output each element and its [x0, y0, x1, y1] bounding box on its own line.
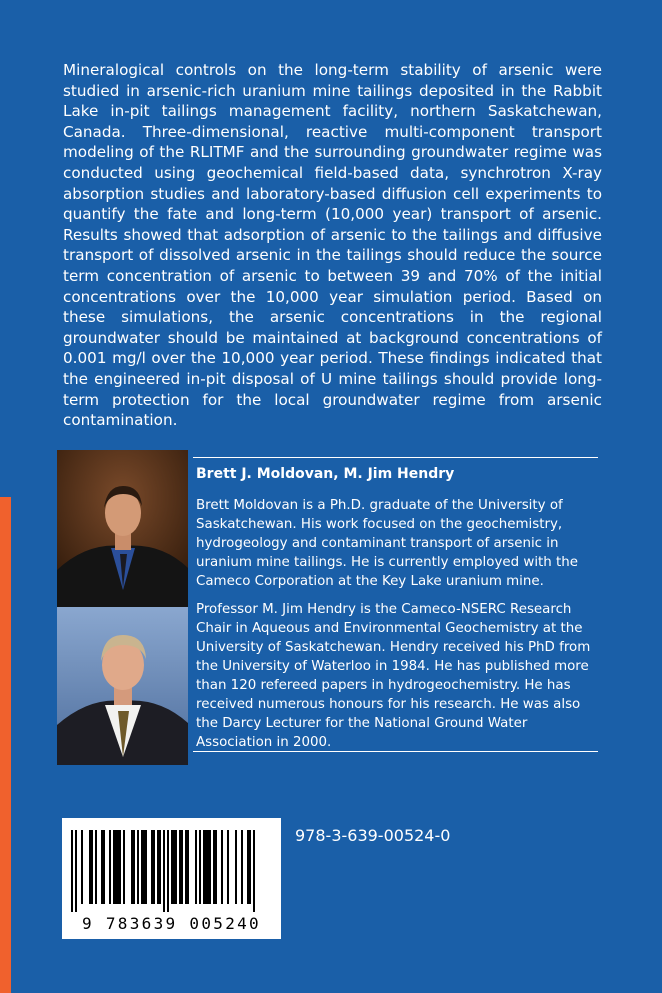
- divider-bottom: [193, 751, 598, 752]
- bio-moldovan: Brett Moldovan is a Ph.D. graduate of the University of Saskatchewan. His work focused on the geochemistry, hydrogeology and contaminant transport of arsenic in uranium mine tailings. He is currently employed with the Cameco Corporation at the Key Lake uranium mine.: [196, 498, 579, 589]
- barcode-bar: [247, 830, 251, 904]
- abstract-text: Mineralogical controls on the long-term stability of arsenic were studied in arsenic-rich uranium mine tailings deposited in the Rabbit Lake in-pit tailings management facility, northern Saskatchewan, Canada. Three-dimensional, reactive multi-component transport modeling of the RLITMF and the surrounding groundwater regime was conducted using geochemical field-based data, synchrotron X-ray absorption studies and laboratory-based diffusion cell experiments to quantify the fate and long-term (10,000 year) transport of arsenic. Results showed that adsorption of arsenic to the tailings and diffusive transport of dissolved arsenic in the tailings should reduce the source term concentration of arsenic to between 39 and 70% of the initial concentrations over the 10,000 year simulation period. Based on these simulations, the arsenic concentrations in the regional groundwater should be maintained at background concentrations of 0.001 mg/l over the 10,000 year period. These findings indicated that the engineered in-pit disposal of U mine tailings should provide long-term protection for the local groundwater regime from arsenic contamination.: [63, 61, 602, 430]
- barcode-bar: [235, 830, 237, 904]
- barcode-digits: 9 783639 005240: [82, 914, 261, 933]
- barcode-bar: [167, 830, 169, 912]
- bio-hendry: Professor M. Jim Hendry is the Cameco-NSERC Research Chair in Aqueous and Environmental Geochemistry at the University of Saskatchewan. Hendry received his PhD from the University of Waterloo in 1984. He has published more than 120 refereed papers in hydrogeochemistry. He has received numerous honours for his research. He was also the Darcy Lecturer for the National Ground Water Association in 2000.: [196, 602, 591, 750]
- barcode-bar: [203, 830, 211, 904]
- barcode-bar: [71, 830, 73, 912]
- barcode-bar: [81, 830, 83, 904]
- barcode-bar: [185, 830, 189, 904]
- barcode-bar: [213, 830, 217, 904]
- barcode-bar: [241, 830, 243, 904]
- barcode-bars: [71, 830, 272, 912]
- barcode-bar: [109, 830, 111, 904]
- barcode-bar: [89, 830, 93, 904]
- author-photo-hendry: [57, 607, 188, 765]
- barcode-bar: [221, 830, 223, 904]
- barcode-bar: [131, 830, 135, 904]
- orange-accent-bar: [0, 497, 11, 993]
- barcode-bar: [199, 830, 201, 904]
- barcode-bar: [227, 830, 229, 904]
- barcode-bar: [113, 830, 121, 904]
- barcode: [62, 818, 281, 939]
- barcode-bar: [95, 830, 97, 904]
- barcode-bar: [75, 830, 77, 912]
- barcode-bar: [101, 830, 105, 904]
- barcode-bar: [163, 830, 165, 912]
- barcode-bar: [195, 830, 197, 904]
- barcode-bar: [151, 830, 155, 904]
- barcode-bar: [141, 830, 147, 904]
- barcode-bar: [137, 830, 139, 904]
- author-photo-moldovan: [57, 450, 188, 607]
- barcode-bar: [157, 830, 161, 904]
- divider-top: [193, 457, 598, 458]
- isbn: 978-3-639-00524-0: [295, 826, 451, 845]
- barcode-bar: [253, 830, 255, 912]
- barcode-bar: [179, 830, 183, 904]
- authors-heading: Brett J. Moldovan, M. Jim Hendry: [196, 466, 455, 482]
- barcode-bar: [171, 830, 177, 904]
- barcode-bar: [123, 830, 125, 904]
